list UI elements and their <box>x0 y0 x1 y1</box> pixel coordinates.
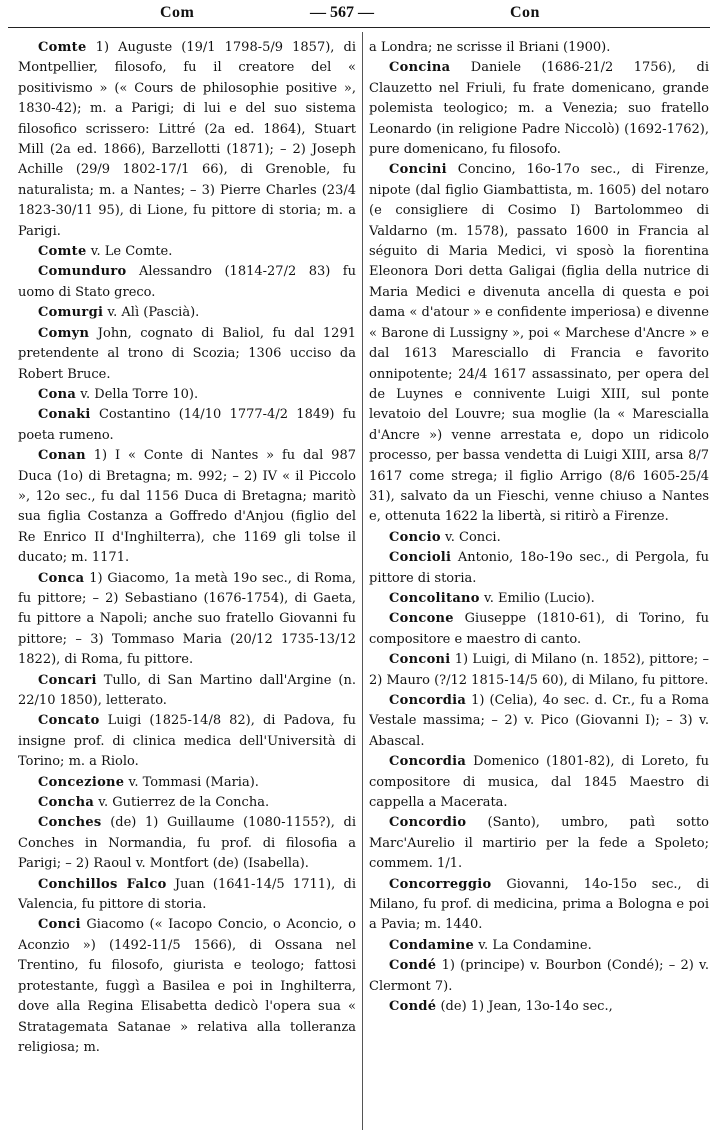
entry-headword: Conaki <box>38 407 91 423</box>
dictionary-entry <box>369 38 709 58</box>
dictionary-entry <box>18 324 356 385</box>
entry-text: v. Gutierrez de la Concha. <box>98 795 270 811</box>
entry-headword: Condé <box>389 958 437 974</box>
dictionary-entry <box>369 528 709 548</box>
header-right-guideword: Con <box>510 4 540 21</box>
entry-headword: Concio <box>389 529 441 545</box>
dictionary-entry <box>18 875 356 916</box>
entry-text: Juan (1641-14/5 1711), di Valencia, fu pittore di storia. <box>18 876 356 913</box>
dictionary-entry <box>18 303 356 323</box>
entry-text: v. Le Comte. <box>90 244 173 260</box>
entry-headword: Concari <box>38 672 97 688</box>
entry-text: v. Alì (Pascià). <box>107 305 200 321</box>
dictionary-entry <box>18 446 356 568</box>
dictionary-entry <box>18 242 356 262</box>
dictionary-entry <box>369 875 709 936</box>
column-divider <box>362 32 363 1130</box>
entry-text: Giovanni, 14o-15o sec., di Milano, fu prof. di medicina, prima a Bologna e poi a Pavia; m. 1440. <box>369 876 709 933</box>
entry-text: v. La Condamine. <box>478 937 592 953</box>
entry-headword: Comurgi <box>38 305 104 321</box>
dictionary-entry <box>18 915 356 1058</box>
dictionary-entry <box>18 813 356 874</box>
entry-text: v. Della Torre 10). <box>80 386 199 402</box>
entry-headword: Conan <box>38 448 86 464</box>
dictionary-entry <box>369 752 709 813</box>
dictionary-entry <box>369 691 709 752</box>
dictionary-entry <box>369 58 709 160</box>
dictionary-entry <box>18 262 356 303</box>
right-column <box>369 38 709 1130</box>
entry-text: Costantino (14/10 1777-4/2 1849) fu poeta rumeno. <box>18 407 356 443</box>
entry-text: v. Tommasi (Maria). <box>128 774 259 790</box>
dictionary-entry <box>369 160 709 527</box>
running-header <box>0 0 718 30</box>
entry-headword: Comte <box>38 40 87 55</box>
entry-headword: Concordio <box>389 815 467 831</box>
entry-text: a Londra; ne scrisse il Briani (1900). <box>369 40 611 55</box>
entry-text: Concino, 16o-17o sec., di Firenze, nipote (dal figlio Giambattista, m. 1605) del notaro (e consigliere di Cosimo I) Bartolommeo di Valdarno (m. 1578), passato 1600 in Francia al séguito di Maria Medici, vi sposò la fiorentina Eleonora Dori detta Galigai (figlia della nutrice di Maria Medici e divenuta ancella di questa e poi dama « d'atour » e confidente imperiosa) e divenne « Barone di Lussigny », poi « Marchese d'Ancre » e dal 1613 Maresciallo di Francia e favorito onnipotente; 24/4 1617 assassinato, per opera del de Luynes e connivente Luigi XIII, sul ponte levatoio del Louvre; sua moglie (la « Marescialla d'Ancre ») venne arrestata e, dopo un ridicolo processo, per bassa vendetta di Luigi XIII, arsa 8/7 1617 come strega; il figlio Arrigo (8/6 1605-25/4 31), salvato da un Fieschi, venne chiuso a Nantes e, ottenuta 1622 la libertà, si ritirò a Firenze. <box>369 162 709 525</box>
dictionary-entry <box>18 385 356 405</box>
entry-text: Alessandro (1814-27/2 83) fu uomo di Stato greco. <box>18 264 356 300</box>
entry-text: Antonio, 18o-19o sec., di Pergola, fu pittore di storia. <box>369 550 709 586</box>
entry-headword: Comyn <box>38 325 90 341</box>
entry-headword: Concordia <box>389 754 467 770</box>
dictionary-entry <box>18 38 356 242</box>
entry-headword: Condamine <box>389 937 475 953</box>
entry-text: Giuseppe (1810-61), di Torino, fu compositore e maestro di canto. <box>369 611 709 647</box>
entry-text: Daniele (1686-21/2 1756), di Clauzetto nel Friuli, fu frate domenicano, grande polemista teologico; m. a Venezia; suo fratello Leonardo (in religione Padre Niccolò) (1692-1762), pure domenicano, fu filosofo. <box>369 60 709 158</box>
entry-headword: Condé <box>389 999 437 1015</box>
entry-headword: Conci <box>38 917 81 933</box>
header-rule <box>8 27 710 28</box>
entry-headword: Concha <box>38 795 95 811</box>
entry-text: Luigi (1825-14/8 82), di Padova, fu insigne prof. di clinica medica dell'Università di Torino; m. a Riolo. <box>18 713 356 770</box>
entry-headword: Concone <box>389 611 454 627</box>
entry-text: Giacomo (« Iacopo Concio, o Aconcio, o Aconzio ») (1492-11/5 1566), di Ossana nel Trentino, fu filosofo, giurista e teologo; fattosi protestante, fuggì a Basilea e poi in Inghilterra, dove alla Regina Elisabetta dedicò l'opera sua « Stratagemata Satanae » relativa alla tolleranza religiosa; m. <box>18 917 356 1055</box>
entry-headword: Concolitano <box>389 590 480 606</box>
entry-headword: Comunduro <box>38 264 127 280</box>
entry-text: Domenico (1801-82), di Loreto, fu compositore di musica, dal 1845 Maestro di cappella a Macerata. <box>369 754 709 811</box>
entry-headword: Concorreggio <box>389 876 492 892</box>
entry-text: 1) Auguste (19/1 1798-5/9 1857), di Montpellier, filosofo, fu il creatore del « positivismo » (« Cours de philosophie positive », 1830-42); m. a Parigi; di lui e del suo sistema filosofico scrissero: Littré (2a ed. 1864), Stuart Mill (2a ed. 1866), Barzellotti (1871); – 2) Joseph Achille (29/9 1802-17/1 66), di Grenoble, fu naturalista; m. a Nantes; – 3) Pierre Charles (23/4 1823-30/11 95), di Lione, fu pittore di storia; m. a Parigi. <box>18 40 356 239</box>
dictionary-entry <box>369 956 709 997</box>
entry-headword: Conconi <box>389 652 451 668</box>
entry-headword: Conchillos Falco <box>38 876 167 892</box>
dictionary-entry <box>18 773 356 793</box>
dictionary-entry <box>18 671 356 712</box>
entry-headword: Conca <box>38 570 85 586</box>
dictionary-entry <box>18 405 356 446</box>
dictionary-entry <box>18 569 356 671</box>
entry-text: 1) (principe) v. Bourbon (Condé); – 2) v. Clermont 7). <box>369 958 709 994</box>
entry-text: 1) I « Conte di Nantes » fu dal 987 Duca (1o) di Bretagna; m. 992; – 2) IV « il Piccolo », 12o sec., fu dal 1156 Duca di Bretagna; maritò sua figlia Costanza a Goffredo d'Anjou (figlio del Re Enrico II d'Inghilterra), che 1169 gli tolse il ducato; m. 1171. <box>18 448 356 566</box>
entry-text: 1) (Celia), 4o sec. d. Cr., fu a Roma Vestale massima; – 2) v. Pico (Giovanni I); – 3) v. Abascal. <box>369 693 709 749</box>
entry-text: John, cognato di Baliol, fu dal 1291 pretendente al trono di Scozia; 1306 ucciso da Robert Bruce. <box>18 325 356 382</box>
dictionary-entry <box>369 609 709 650</box>
entry-text: (de) 1) Jean, 13o-14o sec., <box>440 999 613 1015</box>
entry-headword: Concioli <box>389 550 452 566</box>
dictionary-entry <box>18 793 356 813</box>
entry-text: v. Conci. <box>444 529 501 545</box>
entry-text: v. Emilio (Lucio). <box>483 590 595 606</box>
entry-headword: Concato <box>38 713 100 729</box>
dictionary-entry <box>369 650 709 691</box>
entry-headword: Conches <box>38 815 102 831</box>
entry-headword: Concini <box>389 162 447 178</box>
entry-headword: Concina <box>389 60 451 76</box>
page-number: — 567 — <box>310 4 374 21</box>
entry-text: (Santo), umbro, patì sotto Marc'Aurelio il martirio per la fede a Spoleto; commem. 1/1. <box>369 815 709 872</box>
entry-text: 1) Luigi, di Milano (n. 1852), pittore; – 2) Mauro (?/12 1815-14/5 60), di Milano, fu pittore. <box>369 652 709 688</box>
entry-headword: Concezione <box>38 774 125 790</box>
entry-headword: Comte <box>38 244 87 260</box>
dictionary-entry <box>369 548 709 589</box>
header-left-guideword: Com <box>160 4 195 21</box>
entry-text: Tullo, di San Martino dall'Argine (n. 22/10 1850), letterato. <box>18 672 356 708</box>
entry-headword: Cona <box>38 386 77 402</box>
dictionary-entry <box>18 711 356 772</box>
dictionary-entry <box>369 936 709 956</box>
left-column <box>18 38 356 1130</box>
dictionary-entry <box>369 589 709 609</box>
entry-text: (de) 1) Guillaume (1080-1155?), di Conches in Normandia, fu prof. di filosofia a Parigi; – 2) Raoul v. Montfort (de) (Isabella). <box>18 815 356 872</box>
dictionary-entry <box>369 813 709 874</box>
dictionary-entry <box>369 997 709 1017</box>
entry-text: 1) Giacomo, 1a metà 19o sec., di Roma, fu pittore; – 2) Sebastiano (1676-1754), di Gaeta, fu pittore a Napoli; anche suo fratello Giovanni fu pittore; – 3) Tommaso Maria (20/12 1735-13/12 1822), di Roma, fu pittore. <box>18 570 356 668</box>
entry-headword: Concordia <box>389 693 467 708</box>
